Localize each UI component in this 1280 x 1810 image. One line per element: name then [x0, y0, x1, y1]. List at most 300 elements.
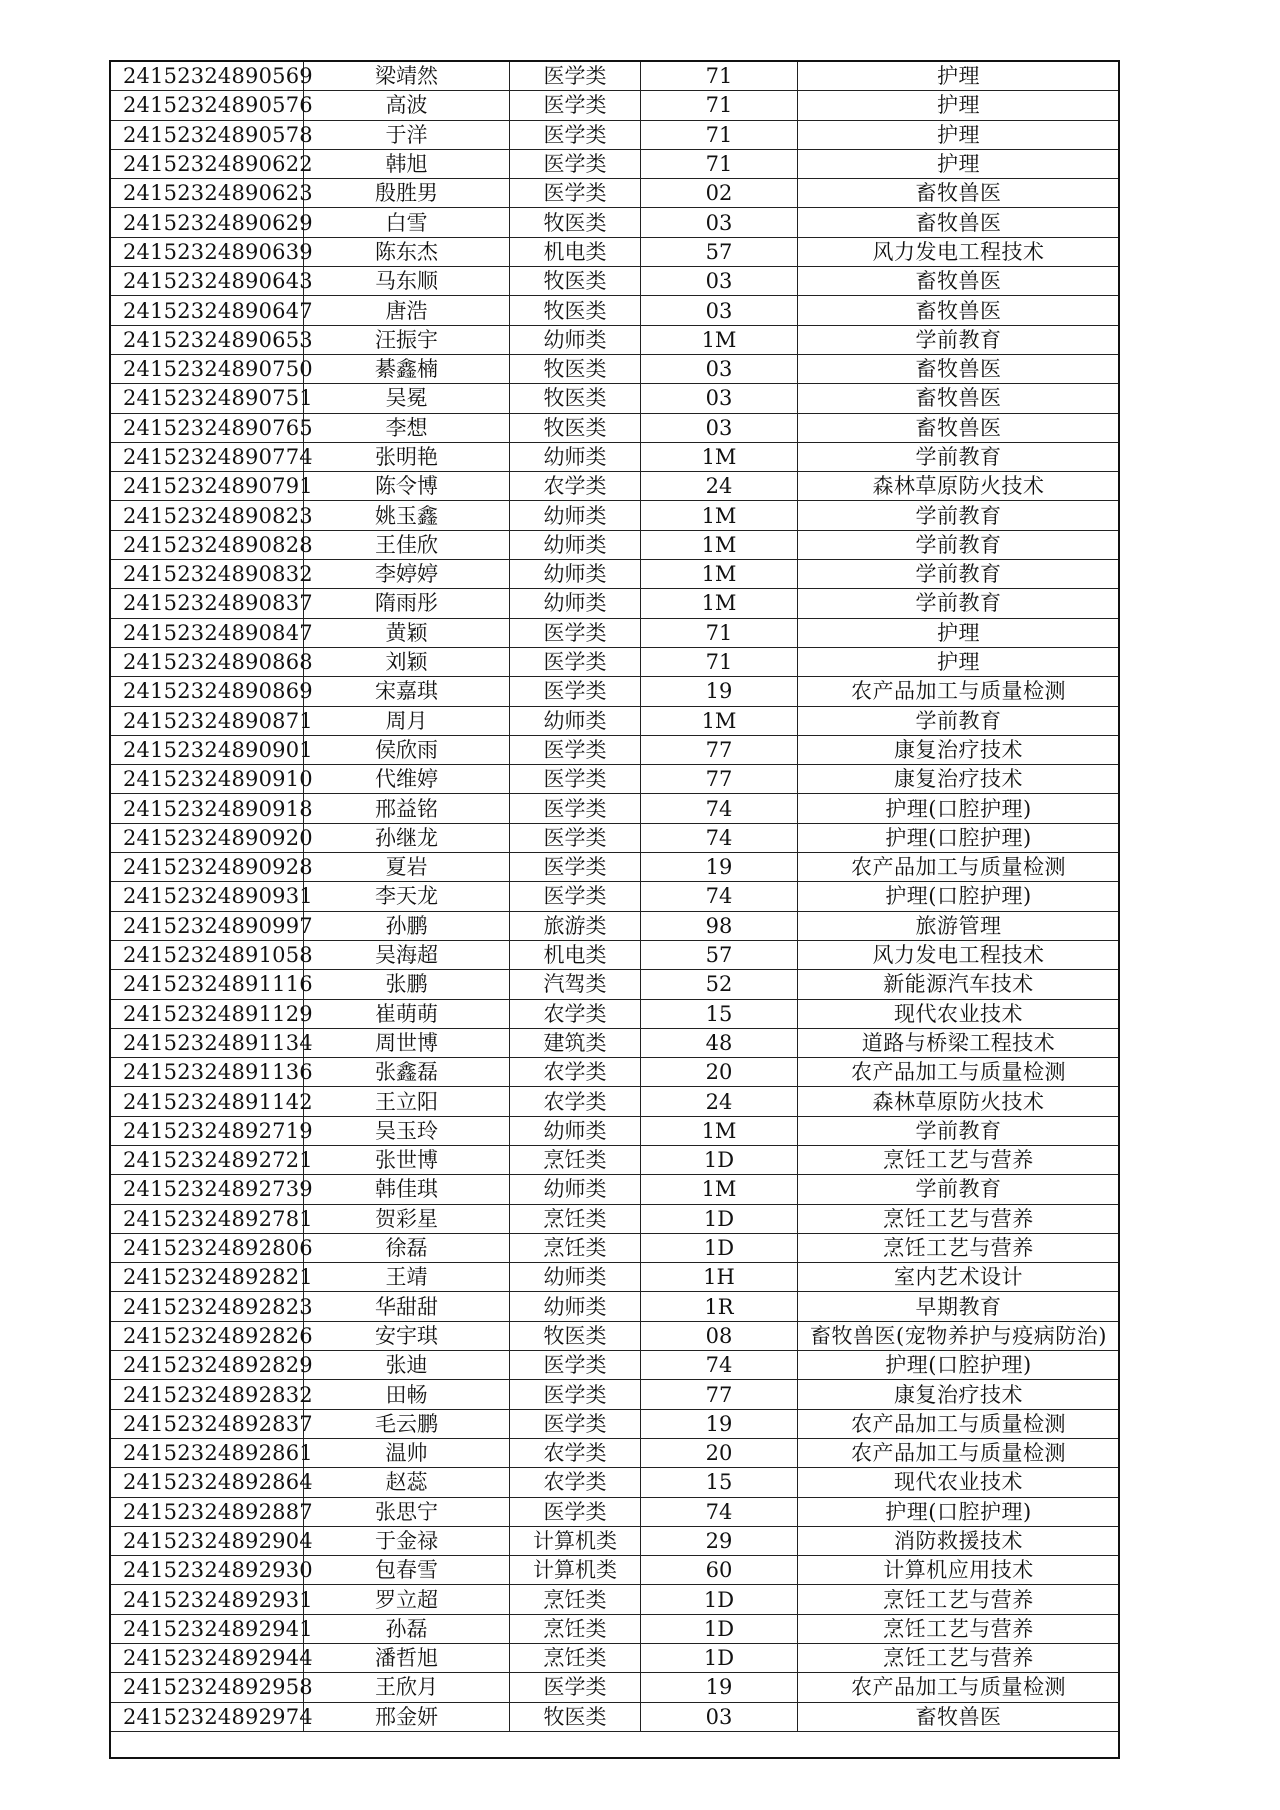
id-cell: 24152324890578 [111, 120, 304, 149]
code-cell: 1M [641, 325, 798, 354]
major-cell: 室内艺术设计 [798, 1263, 1120, 1292]
table-row [111, 237, 1120, 266]
code-cell: 03 [641, 354, 798, 383]
major-cell: 农产品加工与质量检测 [798, 853, 1120, 882]
major-cell: 畜牧兽医 [798, 179, 1120, 208]
code-cell: 77 [641, 765, 798, 794]
major-cell: 畜牧兽医 [798, 1702, 1120, 1731]
category-cell: 医学类 [510, 1673, 641, 1702]
name-cell: 白雪 [304, 208, 510, 237]
major-cell: 烹饪工艺与营养 [798, 1145, 1120, 1174]
major-cell: 计算机应用技术 [798, 1556, 1120, 1585]
id-cell: 24152324892719 [111, 1116, 304, 1145]
table-row [111, 1292, 1120, 1321]
category-cell: 医学类 [510, 91, 641, 120]
table-row [111, 1058, 1120, 1087]
major-cell: 农产品加工与质量检测 [798, 1438, 1120, 1467]
code-cell: 19 [641, 677, 798, 706]
major-cell: 农产品加工与质量检测 [798, 1058, 1120, 1087]
id-cell: 24152324891058 [111, 940, 304, 969]
code-cell: 19 [641, 1409, 798, 1438]
category-cell: 幼师类 [510, 1263, 641, 1292]
major-cell: 新能源汽车技术 [798, 970, 1120, 999]
code-cell: 1M [641, 530, 798, 559]
id-cell: 24152324890629 [111, 208, 304, 237]
table-row [111, 1233, 1120, 1262]
major-cell: 学前教育 [798, 589, 1120, 618]
code-cell: 29 [641, 1526, 798, 1555]
category-cell: 医学类 [510, 1497, 641, 1526]
id-cell: 24152324890622 [111, 149, 304, 178]
name-cell: 宋嘉琪 [304, 677, 510, 706]
table-row [111, 1145, 1120, 1174]
id-cell: 24152324892941 [111, 1614, 304, 1643]
id-cell: 24152324890871 [111, 706, 304, 735]
category-cell: 烹饪类 [510, 1145, 641, 1174]
table-row [111, 882, 1120, 911]
code-cell: 74 [641, 794, 798, 823]
table-row [111, 970, 1120, 999]
table-row [111, 1468, 1120, 1497]
id-cell: 24152324890623 [111, 179, 304, 208]
major-cell: 护理 [798, 62, 1120, 91]
major-cell: 森林草原防火技术 [798, 472, 1120, 501]
major-cell: 护理 [798, 149, 1120, 178]
category-cell: 幼师类 [510, 1175, 641, 1204]
code-cell: 03 [641, 413, 798, 442]
code-cell: 1M [641, 589, 798, 618]
major-cell: 农产品加工与质量检测 [798, 1673, 1120, 1702]
table-row [111, 823, 1120, 852]
name-cell: 包春雪 [304, 1556, 510, 1585]
table-row [111, 149, 1120, 178]
table-row [111, 91, 1120, 120]
category-cell: 计算机类 [510, 1556, 641, 1585]
id-cell: 24152324890920 [111, 823, 304, 852]
id-cell: 24152324891142 [111, 1087, 304, 1116]
category-cell: 幼师类 [510, 442, 641, 471]
code-cell: 08 [641, 1321, 798, 1350]
code-cell: 1D [641, 1614, 798, 1643]
id-cell: 24152324892806 [111, 1233, 304, 1262]
category-cell: 农学类 [510, 1058, 641, 1087]
major-cell: 学前教育 [798, 706, 1120, 735]
code-cell: 1M [641, 501, 798, 530]
table-row [111, 1028, 1120, 1057]
name-cell: 韩旭 [304, 149, 510, 178]
code-cell: 03 [641, 267, 798, 296]
name-cell: 赵蕊 [304, 1468, 510, 1497]
major-cell: 畜牧兽医 [798, 413, 1120, 442]
table-row [111, 999, 1120, 1028]
code-cell: 1M [641, 442, 798, 471]
table-row [111, 208, 1120, 237]
code-cell: 03 [641, 296, 798, 325]
id-cell: 24152324890765 [111, 413, 304, 442]
category-cell: 机电类 [510, 237, 641, 266]
id-cell: 24152324890643 [111, 267, 304, 296]
name-cell: 陈令博 [304, 472, 510, 501]
name-cell: 潘哲旭 [304, 1644, 510, 1673]
name-cell: 王佳欣 [304, 530, 510, 559]
name-cell: 侯欣雨 [304, 735, 510, 764]
code-cell: 71 [641, 149, 798, 178]
table-row [111, 120, 1120, 149]
id-cell: 24152324892781 [111, 1204, 304, 1233]
name-cell: 王欣月 [304, 1673, 510, 1702]
name-cell: 罗立超 [304, 1585, 510, 1614]
code-cell: 74 [641, 823, 798, 852]
id-cell: 24152324890997 [111, 911, 304, 940]
id-cell: 24152324891116 [111, 970, 304, 999]
category-cell: 医学类 [510, 618, 641, 647]
name-cell: 吴玉玲 [304, 1116, 510, 1145]
id-cell: 24152324890774 [111, 442, 304, 471]
id-cell: 24152324890576 [111, 91, 304, 120]
id-cell: 24152324890928 [111, 853, 304, 882]
major-cell: 护理 [798, 91, 1120, 120]
category-cell: 牧医类 [510, 384, 641, 413]
major-cell: 护理 [798, 120, 1120, 149]
category-cell: 医学类 [510, 765, 641, 794]
major-cell: 护理(口腔护理) [798, 1351, 1120, 1380]
category-cell: 牧医类 [510, 296, 641, 325]
name-cell: 田畅 [304, 1380, 510, 1409]
category-cell: 农学类 [510, 999, 641, 1028]
major-cell: 畜牧兽医 [798, 267, 1120, 296]
table-row [111, 1087, 1120, 1116]
name-cell: 刘颖 [304, 647, 510, 676]
category-cell: 牧医类 [510, 1321, 641, 1350]
id-cell: 24152324890823 [111, 501, 304, 530]
name-cell: 张明艳 [304, 442, 510, 471]
table-row [111, 442, 1120, 471]
category-cell: 农学类 [510, 472, 641, 501]
id-cell: 24152324892958 [111, 1673, 304, 1702]
category-cell: 牧医类 [510, 267, 641, 296]
id-cell: 24152324890828 [111, 530, 304, 559]
id-cell: 24152324892832 [111, 1380, 304, 1409]
name-cell: 于金禄 [304, 1526, 510, 1555]
category-cell: 农学类 [510, 1087, 641, 1116]
major-cell: 学前教育 [798, 560, 1120, 589]
code-cell: 74 [641, 1497, 798, 1526]
code-cell: 15 [641, 999, 798, 1028]
major-cell: 烹饪工艺与营养 [798, 1614, 1120, 1643]
id-cell: 24152324890837 [111, 589, 304, 618]
id-cell: 24152324891129 [111, 999, 304, 1028]
table-row [111, 706, 1120, 735]
table-row [111, 1175, 1120, 1204]
code-cell: 24 [641, 1087, 798, 1116]
id-cell: 24152324890791 [111, 472, 304, 501]
category-cell: 幼师类 [510, 706, 641, 735]
name-cell: 王靖 [304, 1263, 510, 1292]
major-cell: 护理(口腔护理) [798, 794, 1120, 823]
major-cell: 烹饪工艺与营养 [798, 1644, 1120, 1673]
category-cell: 计算机类 [510, 1526, 641, 1555]
category-cell: 幼师类 [510, 325, 641, 354]
name-cell: 吴海超 [304, 940, 510, 969]
name-cell: 邢益铭 [304, 794, 510, 823]
table-row [111, 1702, 1120, 1731]
major-cell: 护理(口腔护理) [798, 1497, 1120, 1526]
name-cell: 綦鑫楠 [304, 354, 510, 383]
id-cell: 24152324890653 [111, 325, 304, 354]
major-cell: 护理 [798, 647, 1120, 676]
name-cell: 马东顺 [304, 267, 510, 296]
id-cell: 24152324890901 [111, 735, 304, 764]
code-cell: 02 [641, 179, 798, 208]
id-cell: 24152324890751 [111, 384, 304, 413]
name-cell: 毛云鹏 [304, 1409, 510, 1438]
table-row [111, 1351, 1120, 1380]
id-cell: 24152324892721 [111, 1145, 304, 1174]
category-cell: 烹饪类 [510, 1204, 641, 1233]
major-cell: 畜牧兽医 [798, 354, 1120, 383]
code-cell: 24 [641, 472, 798, 501]
major-cell: 消防救援技术 [798, 1526, 1120, 1555]
table-row [111, 1380, 1120, 1409]
id-cell: 24152324892826 [111, 1321, 304, 1350]
name-cell: 孙鹏 [304, 911, 510, 940]
table-row [111, 1204, 1120, 1233]
major-cell: 学前教育 [798, 325, 1120, 354]
category-cell: 幼师类 [510, 501, 641, 530]
table-row [111, 1673, 1120, 1702]
name-cell: 周世博 [304, 1028, 510, 1057]
major-cell: 农产品加工与质量检测 [798, 677, 1120, 706]
code-cell: 1D [641, 1145, 798, 1174]
code-cell: 20 [641, 1438, 798, 1467]
table-row [111, 1585, 1120, 1614]
table-row [111, 413, 1120, 442]
id-cell: 24152324890750 [111, 354, 304, 383]
id-cell: 24152324890910 [111, 765, 304, 794]
name-cell: 李婷婷 [304, 560, 510, 589]
major-cell: 护理(口腔护理) [798, 882, 1120, 911]
major-cell: 学前教育 [798, 442, 1120, 471]
table-row [111, 501, 1120, 530]
major-cell: 现代农业技术 [798, 1468, 1120, 1497]
code-cell: 71 [641, 618, 798, 647]
table-row [111, 62, 1120, 91]
category-cell: 医学类 [510, 882, 641, 911]
table-row [111, 354, 1120, 383]
table-row [111, 647, 1120, 676]
name-cell: 梁靖然 [304, 62, 510, 91]
name-cell: 孙磊 [304, 1614, 510, 1643]
name-cell: 李天龙 [304, 882, 510, 911]
major-cell: 康复治疗技术 [798, 1380, 1120, 1409]
id-cell: 24152324890639 [111, 237, 304, 266]
major-cell: 农产品加工与质量检测 [798, 1409, 1120, 1438]
category-cell: 医学类 [510, 149, 641, 178]
name-cell: 王立阳 [304, 1087, 510, 1116]
name-cell: 夏岩 [304, 853, 510, 882]
name-cell: 张迪 [304, 1351, 510, 1380]
category-cell: 幼师类 [510, 530, 641, 559]
table-row [111, 1321, 1120, 1350]
table-row [111, 940, 1120, 969]
name-cell: 张鹏 [304, 970, 510, 999]
id-cell: 24152324890918 [111, 794, 304, 823]
major-cell: 现代农业技术 [798, 999, 1120, 1028]
category-cell: 医学类 [510, 62, 641, 91]
table-row [111, 1263, 1120, 1292]
name-cell: 于洋 [304, 120, 510, 149]
table-row [111, 853, 1120, 882]
id-cell: 24152324892904 [111, 1526, 304, 1555]
student-table-body [111, 62, 1120, 1732]
table-row [111, 765, 1120, 794]
name-cell: 安宇琪 [304, 1321, 510, 1350]
category-cell: 医学类 [510, 853, 641, 882]
category-cell: 医学类 [510, 677, 641, 706]
name-cell: 姚玉鑫 [304, 501, 510, 530]
category-cell: 机电类 [510, 940, 641, 969]
major-cell: 烹饪工艺与营养 [798, 1204, 1120, 1233]
table-row [111, 1409, 1120, 1438]
major-cell: 烹饪工艺与营养 [798, 1585, 1120, 1614]
name-cell: 代维婷 [304, 765, 510, 794]
major-cell: 早期教育 [798, 1292, 1120, 1321]
name-cell: 韩佳琪 [304, 1175, 510, 1204]
name-cell: 贺彩星 [304, 1204, 510, 1233]
id-cell: 24152324890869 [111, 677, 304, 706]
id-cell: 24152324890847 [111, 618, 304, 647]
name-cell: 张鑫磊 [304, 1058, 510, 1087]
name-cell: 崔萌萌 [304, 999, 510, 1028]
category-cell: 汽驾类 [510, 970, 641, 999]
major-cell: 学前教育 [798, 501, 1120, 530]
id-cell: 24152324890868 [111, 647, 304, 676]
category-cell: 烹饪类 [510, 1644, 641, 1673]
major-cell: 护理 [798, 618, 1120, 647]
code-cell: 1M [641, 706, 798, 735]
name-cell: 徐磊 [304, 1233, 510, 1262]
category-cell: 牧医类 [510, 208, 641, 237]
code-cell: 1H [641, 1263, 798, 1292]
code-cell: 52 [641, 970, 798, 999]
table-row [111, 589, 1120, 618]
table-row [111, 560, 1120, 589]
table-row [111, 325, 1120, 354]
student-table [110, 61, 1120, 1732]
table-row [111, 794, 1120, 823]
code-cell: 77 [641, 1380, 798, 1409]
id-cell: 24152324892930 [111, 1556, 304, 1585]
major-cell: 畜牧兽医 [798, 296, 1120, 325]
id-cell: 24152324891136 [111, 1058, 304, 1087]
category-cell: 烹饪类 [510, 1233, 641, 1262]
major-cell: 畜牧兽医(宠物养护与疫病防治) [798, 1321, 1120, 1350]
major-cell: 畜牧兽医 [798, 384, 1120, 413]
code-cell: 03 [641, 384, 798, 413]
major-cell: 畜牧兽医 [798, 208, 1120, 237]
id-cell: 24152324892837 [111, 1409, 304, 1438]
category-cell: 幼师类 [510, 1116, 641, 1145]
code-cell: 19 [641, 853, 798, 882]
table-row [111, 677, 1120, 706]
category-cell: 幼师类 [510, 1292, 641, 1321]
category-cell: 医学类 [510, 1351, 641, 1380]
code-cell: 03 [641, 208, 798, 237]
category-cell: 牧医类 [510, 1702, 641, 1731]
major-cell: 康复治疗技术 [798, 765, 1120, 794]
id-cell: 24152324892823 [111, 1292, 304, 1321]
code-cell: 71 [641, 647, 798, 676]
category-cell: 烹饪类 [510, 1614, 641, 1643]
category-cell: 医学类 [510, 823, 641, 852]
major-cell: 学前教育 [798, 1175, 1120, 1204]
id-cell: 24152324892931 [111, 1585, 304, 1614]
name-cell: 高波 [304, 91, 510, 120]
code-cell: 19 [641, 1673, 798, 1702]
name-cell: 隋雨彤 [304, 589, 510, 618]
category-cell: 医学类 [510, 647, 641, 676]
id-cell: 24152324892864 [111, 1468, 304, 1497]
category-cell: 建筑类 [510, 1028, 641, 1057]
code-cell: 74 [641, 882, 798, 911]
name-cell: 李想 [304, 413, 510, 442]
name-cell: 唐浩 [304, 296, 510, 325]
name-cell: 殷胜男 [304, 179, 510, 208]
code-cell: 77 [641, 735, 798, 764]
table-row [111, 179, 1120, 208]
major-cell: 康复治疗技术 [798, 735, 1120, 764]
major-cell: 道路与桥梁工程技术 [798, 1028, 1120, 1057]
name-cell: 张世博 [304, 1145, 510, 1174]
id-cell: 24152324890647 [111, 296, 304, 325]
major-cell: 学前教育 [798, 1116, 1120, 1145]
name-cell: 张思宁 [304, 1497, 510, 1526]
code-cell: 48 [641, 1028, 798, 1057]
code-cell: 1D [641, 1585, 798, 1614]
name-cell: 华甜甜 [304, 1292, 510, 1321]
table-row [111, 472, 1120, 501]
code-cell: 57 [641, 940, 798, 969]
id-cell: 24152324890569 [111, 62, 304, 91]
category-cell: 医学类 [510, 1409, 641, 1438]
major-cell: 烹饪工艺与营养 [798, 1233, 1120, 1262]
id-cell: 24152324891134 [111, 1028, 304, 1057]
code-cell: 60 [641, 1556, 798, 1585]
code-cell: 1D [641, 1644, 798, 1673]
id-cell: 24152324892829 [111, 1351, 304, 1380]
code-cell: 98 [641, 911, 798, 940]
code-cell: 74 [641, 1351, 798, 1380]
code-cell: 15 [641, 1468, 798, 1497]
category-cell: 医学类 [510, 735, 641, 764]
category-cell: 牧医类 [510, 413, 641, 442]
code-cell: 1M [641, 1116, 798, 1145]
id-cell: 24152324892974 [111, 1702, 304, 1731]
code-cell: 20 [641, 1058, 798, 1087]
name-cell: 孙继龙 [304, 823, 510, 852]
name-cell: 黄颖 [304, 618, 510, 647]
table-row [111, 530, 1120, 559]
table-row [111, 1116, 1120, 1145]
category-cell: 牧医类 [510, 354, 641, 383]
code-cell: 71 [641, 62, 798, 91]
table-row [111, 1614, 1120, 1643]
category-cell: 医学类 [510, 794, 641, 823]
major-cell: 护理(口腔护理) [798, 823, 1120, 852]
id-cell: 24152324892944 [111, 1644, 304, 1673]
category-cell: 幼师类 [510, 560, 641, 589]
id-cell: 24152324890832 [111, 560, 304, 589]
